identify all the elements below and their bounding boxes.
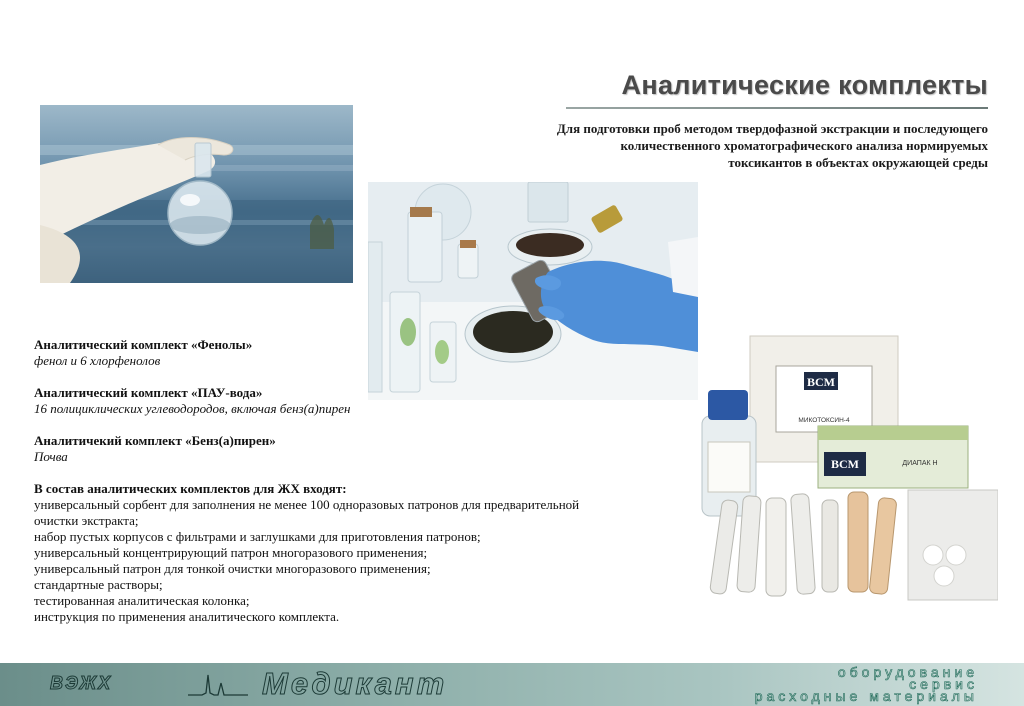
chromatogram-icon bbox=[188, 671, 248, 699]
footer-tagline-line: оборудование bbox=[837, 664, 978, 680]
kit-description bbox=[34, 337, 674, 625]
kit-box-brand: BCM bbox=[807, 375, 835, 389]
footer-brand-medikant: Медикант bbox=[262, 666, 448, 701]
page-subtitle bbox=[518, 120, 988, 171]
water-sample-photo bbox=[40, 105, 353, 283]
composition-item: универсальный концентрирующий патрон многоразового применения; bbox=[34, 545, 428, 560]
water-sample-illustration bbox=[40, 105, 353, 283]
composition-item: очистки экстракта; bbox=[34, 513, 139, 528]
subtitle-line: Для подготовки проб методом твердофазной экстракции и последующего bbox=[556, 121, 988, 136]
page-title: Аналитические комплекты bbox=[621, 70, 988, 100]
composition-item: инструкция по применения аналитического комплекта. bbox=[34, 609, 340, 624]
composition-item: стандартные растворы; bbox=[34, 577, 163, 592]
composition-item: набор пустых корпусов с фильтрами и заглушками для приготовления патронов; bbox=[34, 529, 481, 544]
analytical-kit-illustration bbox=[698, 330, 998, 602]
footer-brand-hplc: ВЭЖХ bbox=[50, 673, 113, 693]
footer-tagline-line: расходные материалы bbox=[754, 688, 978, 704]
cartridge-box-brand: BCM bbox=[831, 457, 859, 471]
footer-tagline bbox=[755, 666, 978, 702]
composition-heading: В состав аналитических комплектов для ЖХ входят: bbox=[34, 481, 347, 496]
cartridge-box-label: ДИАПАК Н bbox=[902, 460, 938, 467]
subtitle-line: токсикантов в объектах окружающей среды bbox=[728, 155, 988, 170]
analytical-kit-photo bbox=[698, 330, 998, 602]
composition-item: универсальный патрон для тонкой очистки многоразового применения; bbox=[34, 561, 431, 576]
subtitle-line: количественного хроматографического анализа нормируемых bbox=[620, 138, 988, 153]
kit-description-text: 16 полициклических углеводородов, включая бенз(а)пирен bbox=[34, 401, 351, 416]
kit-name: Аналитический комплект «ПАУ-вода» bbox=[34, 385, 263, 400]
footer-tagline-line: сервис bbox=[909, 676, 978, 692]
kit-description-text: Почва bbox=[34, 449, 68, 464]
kit-name: Аналитический комплект «Фенолы» bbox=[34, 337, 253, 352]
composition-item: универсальный сорбент для заполнения не менее 100 одноразовых патронов для предварительной bbox=[34, 497, 580, 512]
title-underline bbox=[566, 107, 988, 109]
footer-banner bbox=[0, 663, 1024, 706]
kit-description-text: фенол и 6 хлорфенолов bbox=[34, 353, 161, 368]
kit-box-label: МИКОТОКСИН-4 bbox=[798, 417, 850, 424]
kit-name: Аналитичекий комплект «Бенз(а)пирен» bbox=[34, 433, 276, 448]
composition-item: тестированная аналитическая колонка; bbox=[34, 593, 250, 608]
